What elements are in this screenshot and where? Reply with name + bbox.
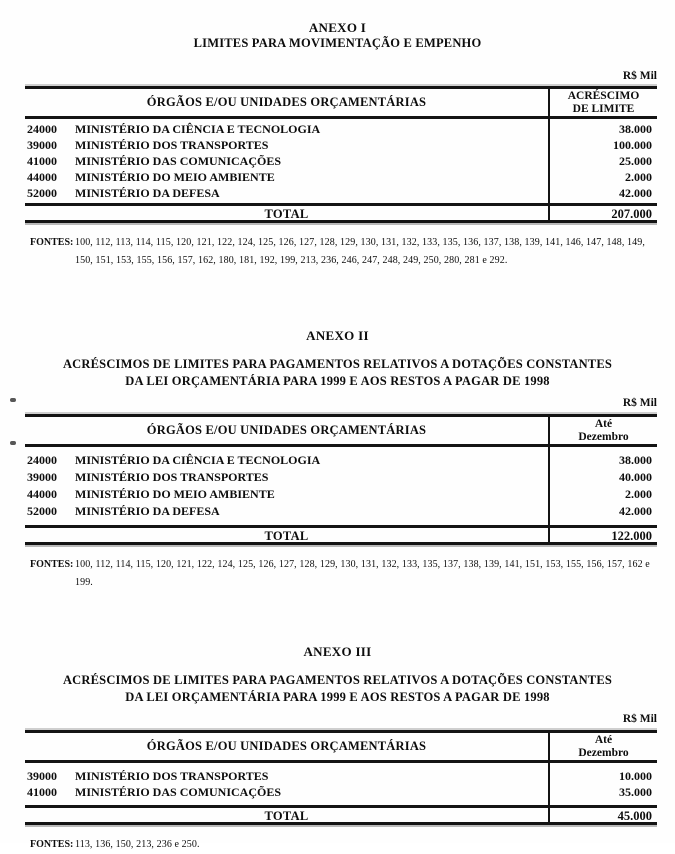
section-subtitle-line: DA LEI ORÇAMENTÁRIA PARA 1999 E AOS RESTOS A PAGAR DE 1998 <box>125 374 550 388</box>
row-value: 2.000 <box>625 170 652 184</box>
table-body <box>25 447 657 525</box>
section-anexo-2 <box>0 328 675 592</box>
value-header-line: Até <box>594 417 613 430</box>
org-code: 39000 <box>27 138 57 152</box>
total-label: TOTAL <box>264 207 309 221</box>
org-name: MINISTÉRIO DO MEIO AMBIENTE <box>75 170 275 184</box>
table-row <box>25 452 548 469</box>
section-title: ANEXO I <box>308 20 367 35</box>
org-name: MINISTÉRIO DOS TRANSPORTES <box>75 138 269 152</box>
row-value: 42.000 <box>619 186 652 200</box>
section-title: ANEXO III <box>303 644 372 659</box>
limits-table-anexo-3 <box>25 730 657 825</box>
total-row <box>25 525 657 542</box>
table-row <box>25 503 548 520</box>
org-units-column-header: ÓRGÃOS E/OU UNIDADES ORÇAMENTÁRIAS <box>146 739 427 753</box>
scan-artifact-dot <box>10 441 16 445</box>
table-body <box>25 119 657 203</box>
table-row <box>25 153 548 169</box>
fontes-list: 113, 136, 150, 213, 236 e 250. <box>75 839 200 850</box>
org-units-column-header: ÓRGÃOS E/OU UNIDADES ORÇAMENTÁRIAS <box>146 423 427 437</box>
section-subtitle-line: ACRÉSCIMOS DE LIMITES PARA PAGAMENTOS RELATIVOS A DOTAÇÕES CONSTANTES <box>62 673 613 687</box>
value-header-line: Dezembro <box>578 746 629 759</box>
org-code: 24000 <box>27 122 57 136</box>
row-value: 10.000 <box>619 769 652 783</box>
org-name: MINISTÉRIO DA CIÊNCIA E TECNOLOGIA <box>75 122 321 136</box>
row-value: 38.000 <box>619 453 652 467</box>
org-units-column-header: ÓRGÃOS E/OU UNIDADES ORÇAMENTÁRIAS <box>146 95 427 109</box>
total-value: 45.000 <box>548 808 657 822</box>
org-name: MINISTÉRIO DAS COMUNICAÇÕES <box>75 154 282 168</box>
currency-unit-label: R$ Mil <box>622 713 657 725</box>
fontes-note <box>30 234 663 270</box>
org-name: MINISTÉRIO DAS COMUNICAÇÕES <box>75 785 282 799</box>
fontes-list: 100, 112, 114, 115, 120, 121, 122, 124, 125, 126, 127, 128, 129, 130, 131, 132, 133, 135, 137, 138, 139, 141, 151, 153, 155, 156, 157, 162 e 199. <box>75 559 650 588</box>
org-name: MINISTÉRIO DO MEIO AMBIENTE <box>75 487 275 501</box>
org-code: 52000 <box>27 186 57 200</box>
table-row <box>25 137 548 153</box>
row-value: 100.000 <box>613 138 652 152</box>
section-subtitle: LIMITES PARA MOVIMENTAÇÃO E EMPENHO <box>193 36 482 50</box>
org-code: 41000 <box>27 785 57 799</box>
fontes-label: FONTES: <box>30 237 74 248</box>
row-value: 40.000 <box>619 470 652 484</box>
value-column-header <box>548 417 657 444</box>
table-row <box>25 169 548 185</box>
table-row <box>25 121 548 137</box>
table-row <box>25 469 548 486</box>
limits-table-anexo-1 <box>25 86 657 223</box>
table-header-row <box>25 733 657 763</box>
row-value: 2.000 <box>625 487 652 501</box>
org-code: 24000 <box>27 453 57 467</box>
section-title: ANEXO II <box>306 328 369 343</box>
section-subtitle-line: ACRÉSCIMOS DE LIMITES PARA PAGAMENTOS RELATIVOS A DOTAÇÕES CONSTANTES <box>62 357 613 371</box>
org-code: 39000 <box>27 769 57 783</box>
section-anexo-1 <box>0 20 675 270</box>
total-value: 122.000 <box>548 528 657 542</box>
row-value: 42.000 <box>619 504 652 518</box>
org-code: 44000 <box>27 487 57 501</box>
value-header-line: Dezembro <box>578 430 629 443</box>
row-value: 25.000 <box>619 154 652 168</box>
table-header-row <box>25 417 657 447</box>
currency-unit-label: R$ Mil <box>622 397 657 409</box>
value-column-header <box>548 733 657 760</box>
total-value: 207.000 <box>548 206 657 220</box>
org-name: MINISTÉRIO DA CIÊNCIA E TECNOLOGIA <box>75 453 321 467</box>
org-name: MINISTÉRIO DOS TRANSPORTES <box>75 470 269 484</box>
total-label: TOTAL <box>264 529 309 543</box>
table-header-row <box>25 89 657 119</box>
section-anexo-3 <box>0 644 675 854</box>
currency-unit-label: R$ Mil <box>622 70 657 82</box>
scan-artifact-dot <box>10 398 16 402</box>
fontes-list: 100, 112, 113, 114, 115, 120, 121, 122, 124, 125, 126, 127, 128, 129, 130, 131, 132, 133, 135, 136, 137, 138, 139, 141, 146, 147, 148, 149, 150, 151, 153, 155, 156, 157, 162, 180, 181, 192, 199, 213, 236, 246, 247, 248, 249, 250, 280, 281 e 292. <box>75 237 645 266</box>
org-name: MINISTÉRIO DA DEFESA <box>75 186 220 200</box>
total-row <box>25 203 657 220</box>
value-column-header <box>548 89 657 116</box>
row-value: 38.000 <box>619 122 652 136</box>
table-row <box>25 486 548 503</box>
row-value: 35.000 <box>619 785 652 799</box>
value-header-line: Até <box>594 733 613 746</box>
org-name: MINISTÉRIO DA DEFESA <box>75 504 220 518</box>
total-row <box>25 805 657 822</box>
table-row <box>25 784 548 800</box>
org-code: 44000 <box>27 170 57 184</box>
section-subtitle-line: DA LEI ORÇAMENTÁRIA PARA 1999 E AOS RESTOS A PAGAR DE 1998 <box>125 690 550 704</box>
org-code: 39000 <box>27 470 57 484</box>
fontes-note <box>30 836 663 854</box>
table-row <box>25 768 548 784</box>
fontes-note <box>30 556 663 592</box>
total-label: TOTAL <box>264 809 309 823</box>
limits-table-anexo-2 <box>25 414 657 545</box>
table-body <box>25 763 657 805</box>
org-code: 52000 <box>27 504 57 518</box>
value-header-line: ACRÉSCIMO <box>567 89 640 102</box>
value-header-line: DE LIMITE <box>572 102 635 115</box>
fontes-label: FONTES: <box>30 839 74 850</box>
fontes-label: FONTES: <box>30 559 74 570</box>
table-row <box>25 185 548 201</box>
org-code: 41000 <box>27 154 57 168</box>
org-name: MINISTÉRIO DOS TRANSPORTES <box>75 769 269 783</box>
